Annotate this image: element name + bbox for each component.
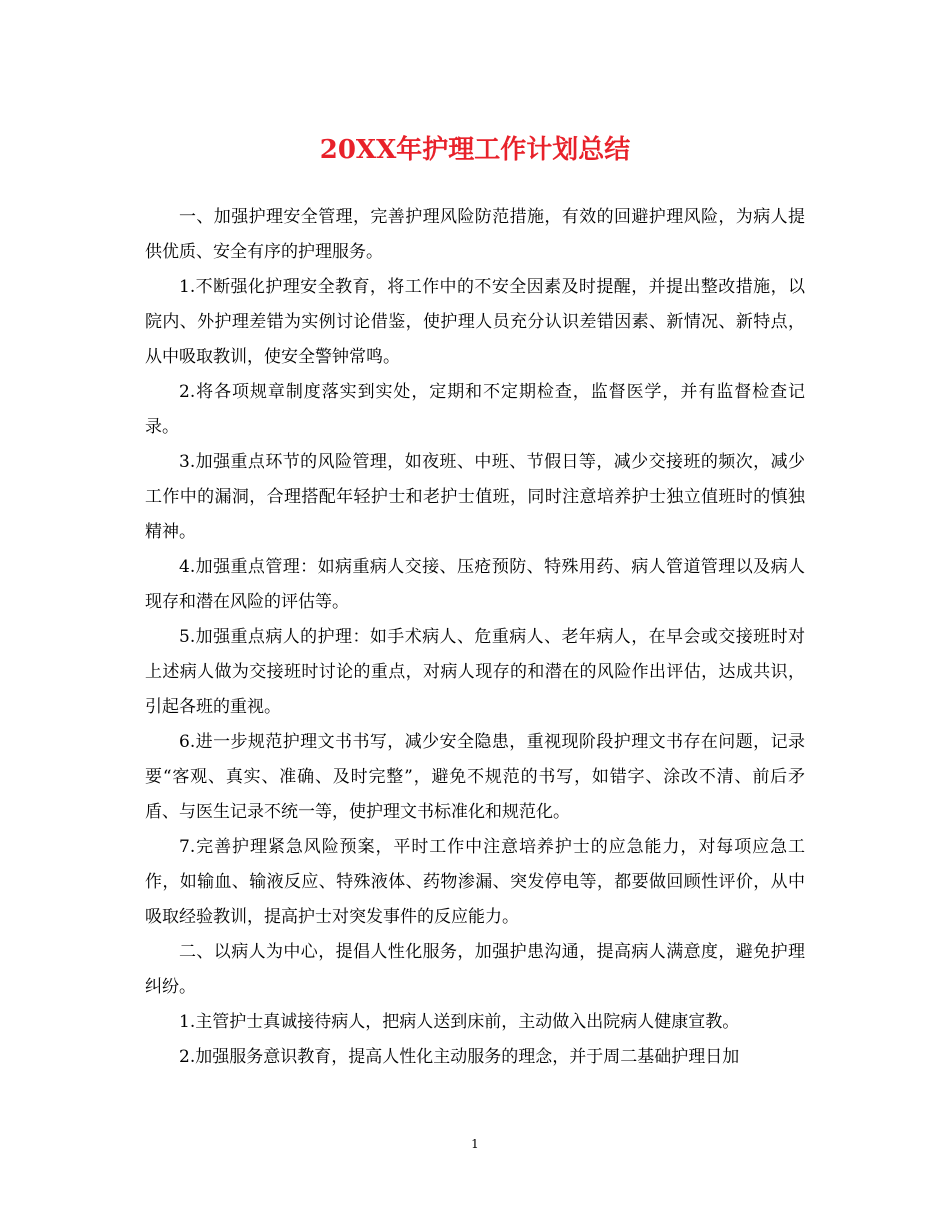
paragraph: 1.不断强化护理安全教育，将工作中的不安全因素及时提醒，并提出整改措施，以院内、外护理差错为实例讨论借鉴，使护理人员充分认识差错因素、新情况、新特点，从中吸取教训，使安全警钟常鸣。 bbox=[145, 277, 805, 367]
paragraph: 4.加强重点管理：如病重病人交接、压疮预防、特殊用药、病人管道管理以及病人现存和潜在风险的评估等。 bbox=[145, 557, 805, 612]
paragraph: 3.加强重点环节的风险管理，如夜班、中班、节假日等，减少交接班的频次，减少工作中的漏洞，合理搭配年轻护士和老护士值班，同时注意培养护士独立值班时的慎独精神。 bbox=[145, 452, 805, 542]
paragraph: 5.加强重点病人的护理：如手术病人、危重病人、老年病人，在早会或交接班时对上述病人做为交接班时讨论的重点，对病人现存的和潜在的风险作出评估，达成共识，引起各班的重视。 bbox=[145, 627, 805, 717]
document-body bbox=[145, 200, 805, 1075]
paragraph: 1.主管护士真诚接待病人，把病人送到床前，主动做入出院病人健康宣教。 bbox=[179, 1012, 740, 1032]
paragraph: 二、以病人为中心，提倡人性化服务，加强护患沟通，提高病人满意度，避免护理纠纷。 bbox=[145, 942, 805, 997]
paragraph: 2.加强服务意识教育，提高人性化主动服务的理念，并于周二基础护理日加 bbox=[179, 1047, 740, 1067]
paragraph: 一、加强护理安全管理，完善护理风险防范措施，有效的回避护理风险，为病人提供优质、安全有序的护理服务。 bbox=[145, 207, 805, 262]
paragraph: 6.进一步规范护理文书书写，减少安全隐患，重视现阶段护理文书存在问题，记录要“客观、真实、准确、及时完整”，避免不规范的书写，如错字、涂改不清、前后矛盾、与医生记录不统一等，使护理文书标准化和规范化。 bbox=[145, 732, 805, 822]
document-title: 20XX年护理工作计划总结 bbox=[319, 135, 631, 165]
paragraph: 2.将各项规章制度落实到实处，定期和不定期检查，监督医学，并有监督检查记录。 bbox=[145, 382, 805, 437]
paragraph: 7.完善护理紧急风险预案，平时工作中注意培养护士的应急能力，对每项应急工作，如输血、输液反应、特殊液体、药物渗漏、突发停电等，都要做回顾性评价，从中吸取经验教训，提高护士对突发事件的反应能力。 bbox=[145, 837, 805, 927]
page-number: 1 bbox=[471, 1137, 479, 1151]
